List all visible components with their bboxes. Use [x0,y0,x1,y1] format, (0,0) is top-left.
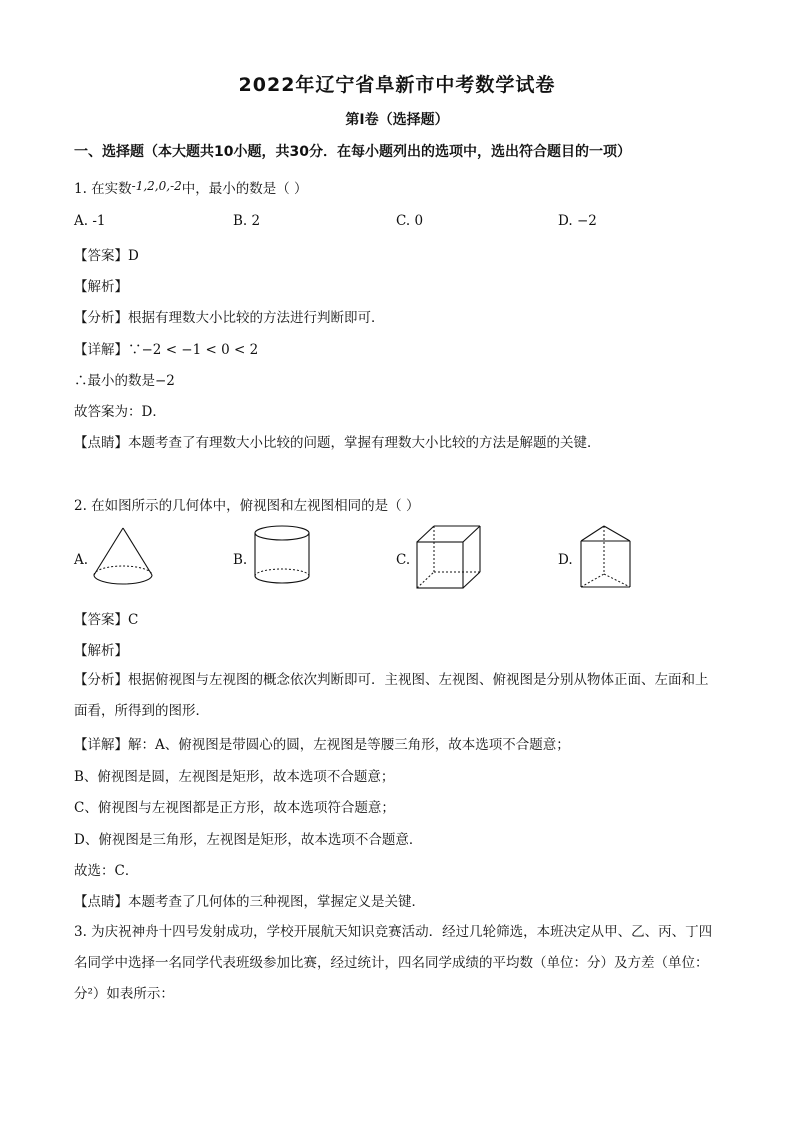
q2-line-c: C、俯视图与左视图都是正方形，故本选项符合题意； [74,800,395,816]
q1-fenxi: 【分析】根据有理数大小比较的方法进行判断即可． [74,310,385,326]
option-text: 0 [414,213,424,229]
q2-line-d: D、俯视图是三角形，左视图是矩形，故本选项不合题意． [74,832,423,848]
cone-figure [90,526,156,588]
q2-xiangjie: 【详解】解：A、俯视图是带圆心的圆，左视图是等腰三角形，故本选项不合题意； [74,737,570,753]
q2-option-c-letter: C. [396,552,411,568]
section-heading: 一、选择题（本大题共10小题，共30分．在每小题列出的选项中，选出符合题目的一项） [74,144,631,160]
q2-option-b-letter: B. [233,552,248,568]
q2-option-a-letter: A. [74,552,89,568]
q1-option-d [558,213,597,229]
q1-analysis-heading: 【解析】 [74,279,128,295]
cube-figure [414,524,484,590]
volume-subtitle: 第Ⅰ卷（选择题） [345,112,449,128]
page-title: 2022年辽宁省阜新市中考数学试卷 [238,74,556,96]
option-letter: A. [74,213,89,229]
q1-stem-prefix: 1. 在实数 [74,181,132,197]
q2-answer: 【答案】C [74,612,139,628]
q2-fenxi: 【分析】根据俯视图与左视图的概念依次判断即可．主视图、左视图、俯视图是分别从物体正面、左面和上面看，所得到的图形． [74,672,709,719]
q2-option-d-letter: D. [558,552,573,568]
cylinder-figure [252,524,312,586]
triangular-prism-figure [578,524,634,590]
q2-line-b: B、俯视图是圆，左视图是矩形，故本选项不合题意； [74,769,395,785]
option-letter: C. [396,213,411,229]
q1-option-a [74,213,106,229]
q3-stem: 3. 为庆祝神舟十四号发射成功，学校开展航天知识竞赛活动．经过几轮筛选，本班决定从甲、乙、丙、丁四名同学中选择一名同学代表班级参加比赛，经过统计，四名同学成绩的平均数（单位：分）及方差（单位：分²）如表所示： [74,924,713,1002]
q1-stem [74,177,308,197]
q1-option-c [396,213,423,229]
option-letter: D. [558,213,573,229]
q1-xiangjie: 【详解】∵−2 < −1 < 0 < 2 [74,342,259,358]
q1-dianjing: 【点睛】本题考查了有理数大小比较的问题，掌握有理数大小比较的方法是解题的关键． [74,435,601,451]
q2-dianjing: 【点睛】本题考查了几何体的三种视图，掌握定义是关键． [74,894,425,910]
q1-answer: 【答案】D [74,248,139,264]
q2-stem: 2. 在如图所示的几何体中，俯视图和左视图相同的是（ ） [74,498,420,514]
q2-analysis-heading: 【解析】 [74,643,128,659]
option-text: 2 [251,213,261,229]
q1-option-b [233,213,260,229]
q1-therefore: ∴最小的数是−2 [74,373,175,389]
q1-stem-math: -1,2,0,-2 [131,179,182,193]
q1-conclusion: 故答案为：D． [74,404,166,420]
option-text: -1 [92,213,106,229]
q1-stem-suffix: 中，最小的数是（ ） [181,181,308,197]
option-text: −2 [576,213,597,229]
option-letter: B. [233,213,248,229]
q2-conclusion: 故选：C． [74,863,139,879]
